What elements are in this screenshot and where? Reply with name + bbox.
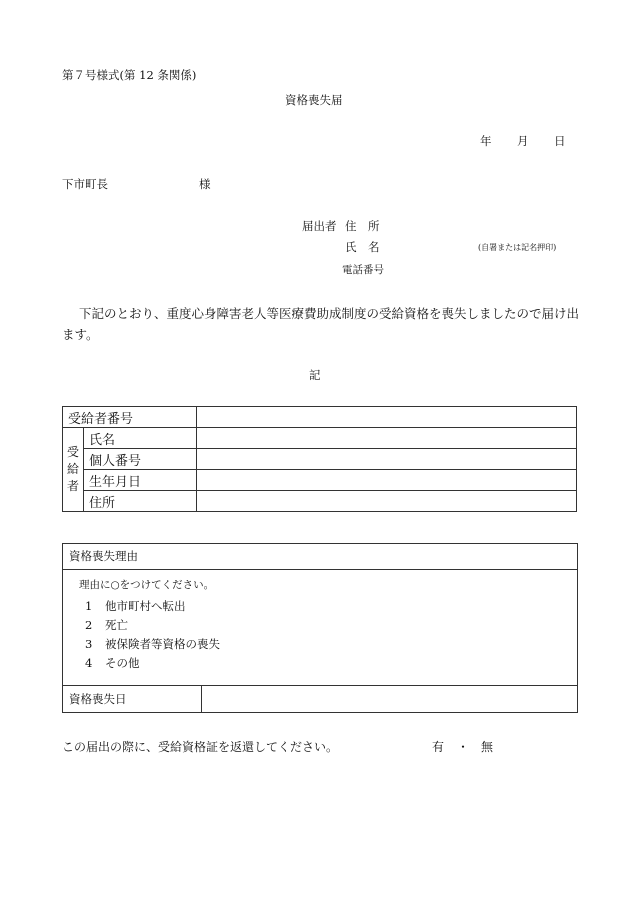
loss-reason-table: [62, 543, 578, 713]
form-title: 資格喪失届: [285, 93, 343, 107]
yes-option[interactable]: 有: [432, 740, 445, 754]
address-field[interactable]: [197, 491, 577, 512]
loss-reason-list: [63, 570, 577, 686]
birthdate-field[interactable]: [197, 470, 577, 491]
reason-instruction: 理由に○をつけてください。: [79, 579, 215, 591]
address-label: 住所: [84, 491, 197, 512]
date-year-label: 年: [480, 134, 492, 148]
reason-item[interactable]: 2 死亡: [85, 618, 128, 632]
loss-date-field[interactable]: [202, 686, 577, 712]
signature-note: (自署または記名押印): [478, 243, 557, 252]
separator-dot: ・: [457, 740, 470, 754]
body-text-line1: 下記のとおり、重度心身障害老人等医療費助成制度の受給資格を喪失しましたので届け出: [79, 306, 580, 321]
recipient-number-label: 受給者番号: [63, 407, 197, 428]
addressee-honorific: 様: [199, 177, 211, 191]
name-field[interactable]: [197, 428, 577, 449]
submitter-name-label: 氏 名: [345, 240, 380, 254]
date-month-label: 月: [517, 134, 529, 148]
recipient-group-label: 受 給 者: [63, 428, 84, 512]
addressee-name: 下市町長: [62, 177, 108, 191]
submitter-phone-label: 電話番号: [342, 264, 384, 276]
submitter-address-label: 住 所: [345, 219, 380, 233]
recipient-number-field[interactable]: [197, 407, 577, 428]
reason-item[interactable]: 1 他市町村へ転出: [85, 599, 186, 613]
no-option[interactable]: 無: [481, 740, 494, 754]
personal-number-field[interactable]: [197, 449, 577, 470]
submitter-label: 届出者: [302, 219, 337, 233]
body-text-line2: ます。: [62, 327, 99, 342]
reason-item[interactable]: 4 その他: [85, 656, 140, 670]
birthdate-label: 生年月日: [84, 470, 197, 491]
name-label: 氏名: [84, 428, 197, 449]
form-number: 第７号様式(第 12 条関係): [62, 68, 197, 82]
ki-heading: 記: [309, 368, 321, 382]
loss-reason-header: 資格喪失理由: [63, 544, 577, 570]
loss-date-label: 資格喪失日: [63, 686, 202, 712]
return-instruction: この届出の際に、受給資格証を返還してください。: [62, 740, 339, 754]
personal-number-label: 個人番号: [84, 449, 197, 470]
reason-item[interactable]: 3 被保険者等資格の喪失: [85, 637, 220, 651]
recipient-info-table: [62, 406, 577, 512]
date-day-label: 日: [554, 134, 566, 148]
